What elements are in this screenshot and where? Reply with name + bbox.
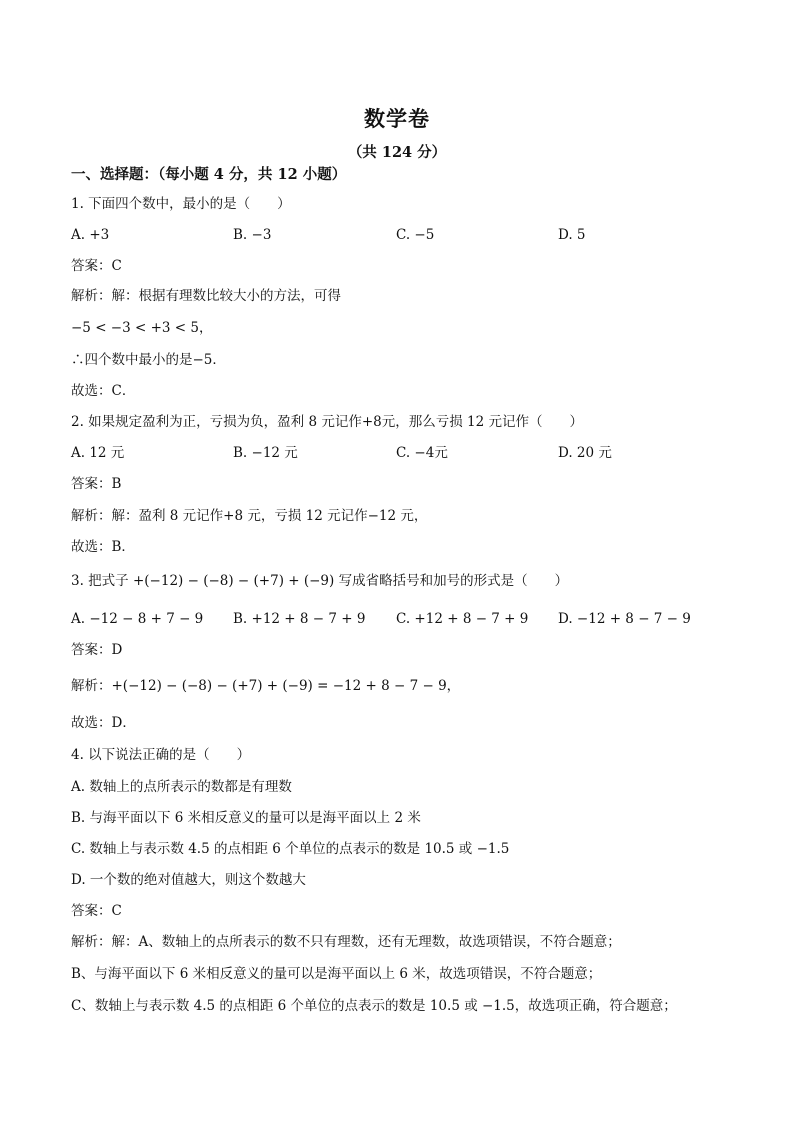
question-3-analysis-line: 解析：+(−12) − (−8) − (+7) + (−9) = −12 + 8 − 7 − 9， — [71, 678, 461, 694]
question-3-option-a: A. −12 − 8 + 7 − 9 — [71, 611, 204, 627]
question-1-analysis-line: −5 < −3 < +3 < 5， — [71, 320, 213, 336]
question-3-answer: 答案：D — [71, 642, 123, 658]
question-4-option-b: B. 与海平面以下 6 米相反意义的量可以是海平面以上 2 米 — [71, 810, 421, 826]
page-subtitle: （共 124 分） — [347, 144, 447, 161]
question-1-option-b: B. −3 — [233, 227, 272, 243]
question-4-analysis-line: C、数轴上与表示数 4.5 的点相距 6 个单位的点表示的数是 10.5 或 −1.5，故选项正确，符合题意； — [71, 998, 677, 1014]
question-1-analysis-line: ∴四个数中最小的是−5． — [71, 352, 226, 368]
question-2-analysis-line: 解析：解：盈利 8 元记作+8 元，亏损 12 元记作−12 元， — [71, 508, 428, 524]
question-4-analysis-line: B、与海平面以下 6 米相反意义的量可以是海平面以上 6 米，故选项错误，不符合题意； — [71, 966, 602, 982]
question-2-option-d: D. 20 元 — [558, 445, 612, 461]
question-3-option-d: D. −12 + 8 − 7 − 9 — [558, 611, 691, 627]
question-4-option-c: C. 数轴上与表示数 4.5 的点相距 6 个单位的点表示的数是 10.5 或 −1.5 — [71, 841, 510, 857]
question-1-option-a: A. +3 — [71, 227, 110, 243]
question-4-option-d: D. 一个数的绝对值越大，则这个数越大 — [71, 872, 306, 888]
question-4-answer: 答案：C — [71, 903, 122, 919]
question-1-analysis-line: 解析：解：根据有理数比较大小的方法，可得 — [71, 288, 341, 304]
question-2-analysis-line: 故选：B． — [71, 539, 135, 555]
question-4-stem: 4. 以下说法正确的是（ ） — [71, 747, 251, 763]
question-2-answer: 答案：B — [71, 476, 122, 492]
question-1-option-d: D. 5 — [558, 227, 586, 243]
question-1-stem: 1. 下面四个数中，最小的是（ ） — [71, 196, 291, 212]
question-2-option-c: C. −4元 — [396, 445, 448, 461]
question-1-answer: 答案：C — [71, 258, 122, 274]
question-2-option-a: A. 12 元 — [71, 445, 125, 461]
question-3-option-c: C. +12 + 8 − 7 + 9 — [396, 611, 529, 627]
question-4-analysis-line: 解析：解：A、数轴上的点所表示的数不只有理数，还有无理数，故选项错误，不符合题意； — [71, 934, 621, 950]
question-1-option-c: C. −5 — [396, 227, 435, 243]
section-heading: 一、选择题：（每小题 4 分，共 12 小题） — [71, 166, 347, 183]
question-3-analysis-line: 故选：D． — [71, 715, 136, 731]
question-4-option-a: A. 数轴上的点所表示的数都是有理数 — [71, 779, 292, 795]
page-title: 数学卷 — [364, 106, 430, 131]
question-1-analysis-line: 故选：C． — [71, 383, 136, 399]
question-3-stem: 3. 把式子 +(−12) − (−8) − (+7) + (−9) 写成省略括号和加号的形式是（ ） — [71, 573, 569, 589]
question-3-option-b: B. +12 + 8 − 7 + 9 — [233, 611, 366, 627]
question-2-option-b: B. −12 元 — [233, 445, 298, 461]
question-2-stem: 2. 如果规定盈利为正，亏损为负，盈利 8 元记作+8元，那么亏损 12 元记作（ ） — [71, 414, 584, 430]
